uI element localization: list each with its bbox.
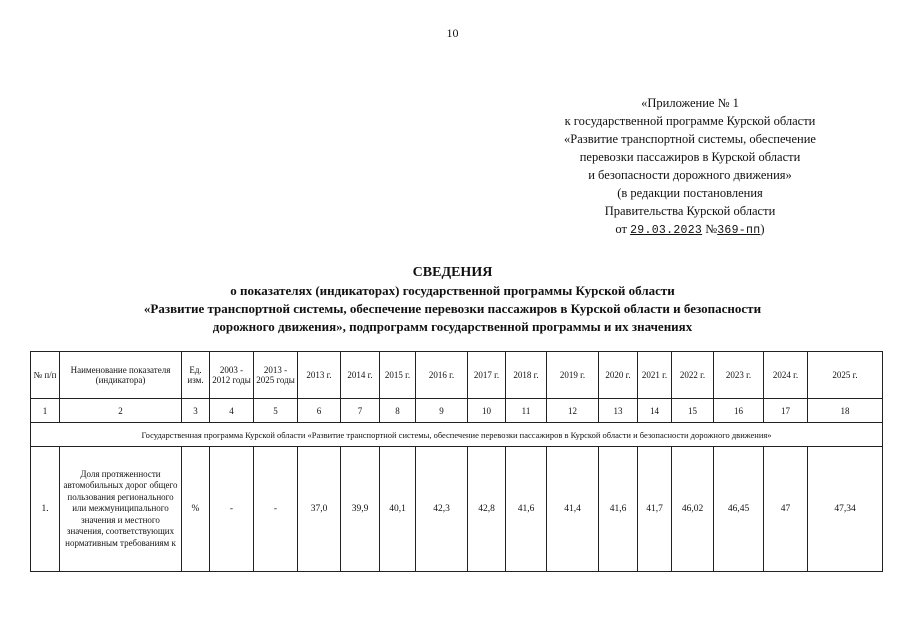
column-number: 18 [808, 399, 883, 423]
value-cell: - [254, 447, 298, 572]
column-number: 13 [599, 399, 638, 423]
annex-line: Правительства Курской области [604, 204, 776, 218]
column-number: 9 [416, 399, 468, 423]
column-header: 2020 г. [599, 352, 638, 399]
column-number: 1 [31, 399, 60, 423]
column-header: 2015 г. [380, 352, 416, 399]
title-line: о показателях (индикаторах) государственной программы Курской области [230, 283, 675, 298]
date-prefix: от [615, 222, 627, 236]
annex-line: (в редакции постановления [617, 186, 763, 200]
column-header: 2018 г. [506, 352, 547, 399]
value-cell: 40,1 [380, 447, 416, 572]
annex-block [520, 94, 860, 240]
annex-line: перевозки пассажиров в Курской области [579, 150, 801, 164]
column-header: 2022 г. [672, 352, 714, 399]
column-header: 2013 - 2025 годы [254, 352, 298, 399]
annex-line: к государственной программе Курской области [564, 114, 816, 128]
column-header: 2014 г. [341, 352, 380, 399]
column-number: 4 [210, 399, 254, 423]
annex-line: и безопасности дорожного движения» [588, 168, 792, 182]
column-number: 12 [547, 399, 599, 423]
column-number: 15 [672, 399, 714, 423]
value-cell: 37,0 [298, 447, 341, 572]
column-number: 6 [298, 399, 341, 423]
table-header-row [31, 352, 883, 399]
column-number: 17 [764, 399, 808, 423]
document-title [0, 264, 905, 336]
column-header: 2024 г. [764, 352, 808, 399]
value-cell: 41,6 [599, 447, 638, 572]
column-header: 2017 г. [468, 352, 506, 399]
column-number: 5 [254, 399, 298, 423]
resolution-date: 29.03.2023 [630, 224, 703, 237]
number-prefix: № [705, 222, 718, 236]
value-cell: 41,6 [506, 447, 547, 572]
value-cell: 46,02 [672, 447, 714, 572]
column-header: 2016 г. [416, 352, 468, 399]
annex-line: «Развитие транспортной системы, обеспечение [564, 132, 816, 146]
column-header: 2019 г. [547, 352, 599, 399]
value-cell: 41,7 [638, 447, 672, 572]
indicators-table [30, 351, 883, 572]
closing-paren: ) [760, 222, 765, 236]
title-line: СВЕДЕНИЯ [412, 265, 493, 280]
annex-date-line [520, 220, 860, 240]
program-title-cell: Государственная программа Курской области «Развитие транспортной системы, обеспечение перевозки пассажиров в Курской области и безопасности дорожного движения» [31, 423, 883, 447]
value-cell: - [210, 447, 254, 572]
column-header: 2021 г. [638, 352, 672, 399]
value-cell: 46,45 [714, 447, 764, 572]
value-cell: 42,3 [416, 447, 468, 572]
unit-cell: % [182, 447, 210, 572]
column-number-row [31, 399, 883, 423]
column-number: 14 [638, 399, 672, 423]
column-number: 7 [341, 399, 380, 423]
annex-line: «Приложение № 1 [641, 96, 739, 110]
page-number: 10 [446, 26, 459, 40]
column-number: 3 [182, 399, 210, 423]
column-header: Наименование показателя (индикатора) [60, 352, 182, 399]
value-cell: 41,4 [547, 447, 599, 572]
column-header: 2025 г. [808, 352, 883, 399]
program-row [31, 423, 883, 447]
column-number: 2 [60, 399, 182, 423]
column-header: 2003 - 2012 годы [210, 352, 254, 399]
indicator-name-cell: Доля протяженности автомобильных дорог общего пользования регионального или межмуниципального значения и местного значения, соответствующих нормативным требованиям к [60, 447, 182, 572]
value-cell: 39,9 [341, 447, 380, 572]
column-header: Ед. изм. [182, 352, 210, 399]
column-header: 2013 г. [298, 352, 341, 399]
value-cell: 47 [764, 447, 808, 572]
column-number: 10 [468, 399, 506, 423]
value-cell: 47,34 [808, 447, 883, 572]
title-line: «Развитие транспортной системы, обеспечение перевозки пассажиров в Курской области и безопасности [143, 301, 762, 316]
row-number-cell: 1. [31, 447, 60, 572]
column-number: 8 [380, 399, 416, 423]
resolution-number: 369-пп [717, 224, 761, 237]
table-row [31, 447, 883, 572]
title-line: дорожного движения», подпрограмм государственной программы и их значениях [212, 319, 693, 334]
column-header: 2023 г. [714, 352, 764, 399]
value-cell: 42,8 [468, 447, 506, 572]
column-number: 16 [714, 399, 764, 423]
column-number: 11 [506, 399, 547, 423]
column-header: № п/п [31, 352, 60, 399]
